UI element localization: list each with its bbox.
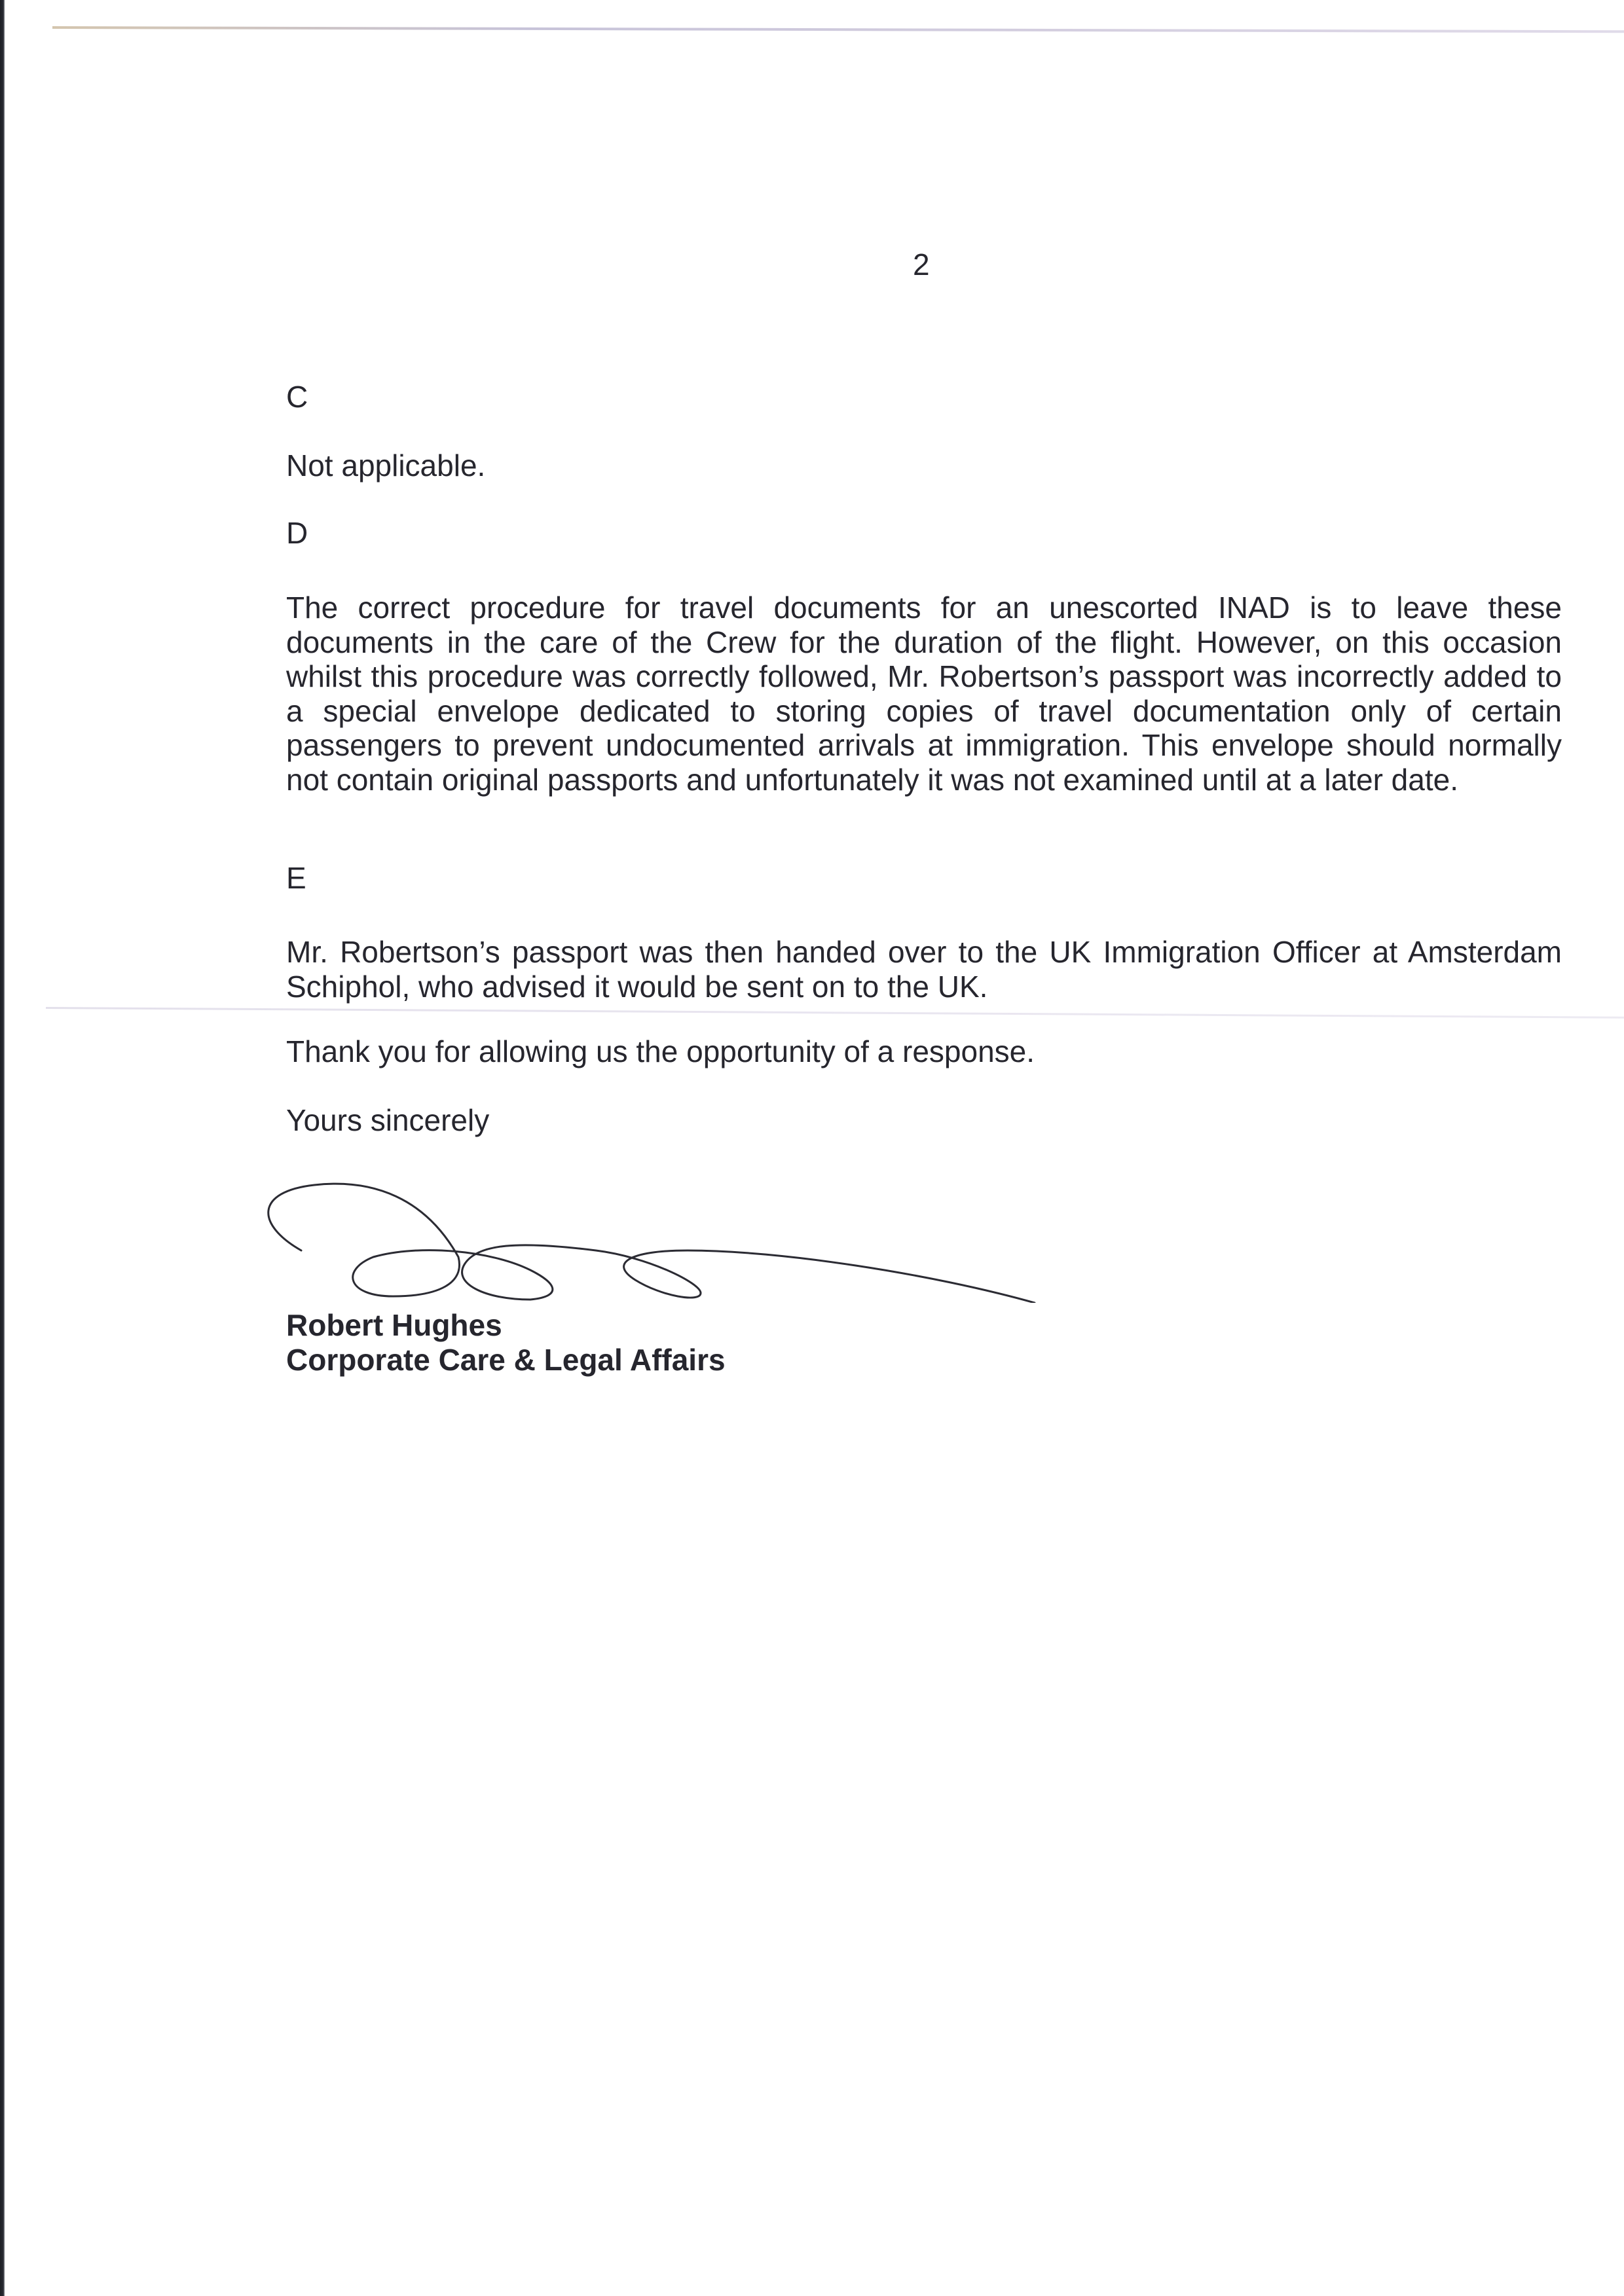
- signature-image: [242, 1159, 1094, 1303]
- scan-fold-line-top: [52, 26, 1624, 33]
- section-d-body: The correct procedure for travel documents for an unescorted INAD is to leave these documents in the care of the Crew for the duration of the flight. However, on this occasion whilst this procedure was correctly followed, Mr. Robertson’s passport was incorrectly added to a special envelope dedicated to storing copies of travel documentation only of certain passengers to prevent undocumented arrivals at immigration. This envelope should normally not contain original passports and unfortunately it was not examined until at a later date.: [286, 591, 1562, 797]
- section-e-heading: E: [286, 861, 306, 895]
- scan-fold-line-middle: [46, 1007, 1624, 1019]
- signatory-name: Robert Hughes: [286, 1308, 502, 1342]
- section-c-heading: C: [286, 380, 308, 414]
- section-c-body: Not applicable.: [286, 448, 486, 483]
- signatory-department: Corporate Care & Legal Affairs: [286, 1343, 726, 1377]
- section-e-body: Mr. Robertson’s passport was then handed over to the UK Immigration Officer at Amsterdam Schiphol, who advised it would be sent on to the UK.: [286, 935, 1562, 1004]
- scan-edge-shadow: [0, 0, 5, 2296]
- closing-thanks: Thank you for allowing us the opportunity of a response.: [286, 1034, 1035, 1068]
- closing-sign-off: Yours sincerely: [286, 1103, 490, 1137]
- page-number: 2: [913, 247, 930, 282]
- section-d-heading: D: [286, 516, 308, 550]
- signature-stroke-loop-1: [268, 1184, 1035, 1303]
